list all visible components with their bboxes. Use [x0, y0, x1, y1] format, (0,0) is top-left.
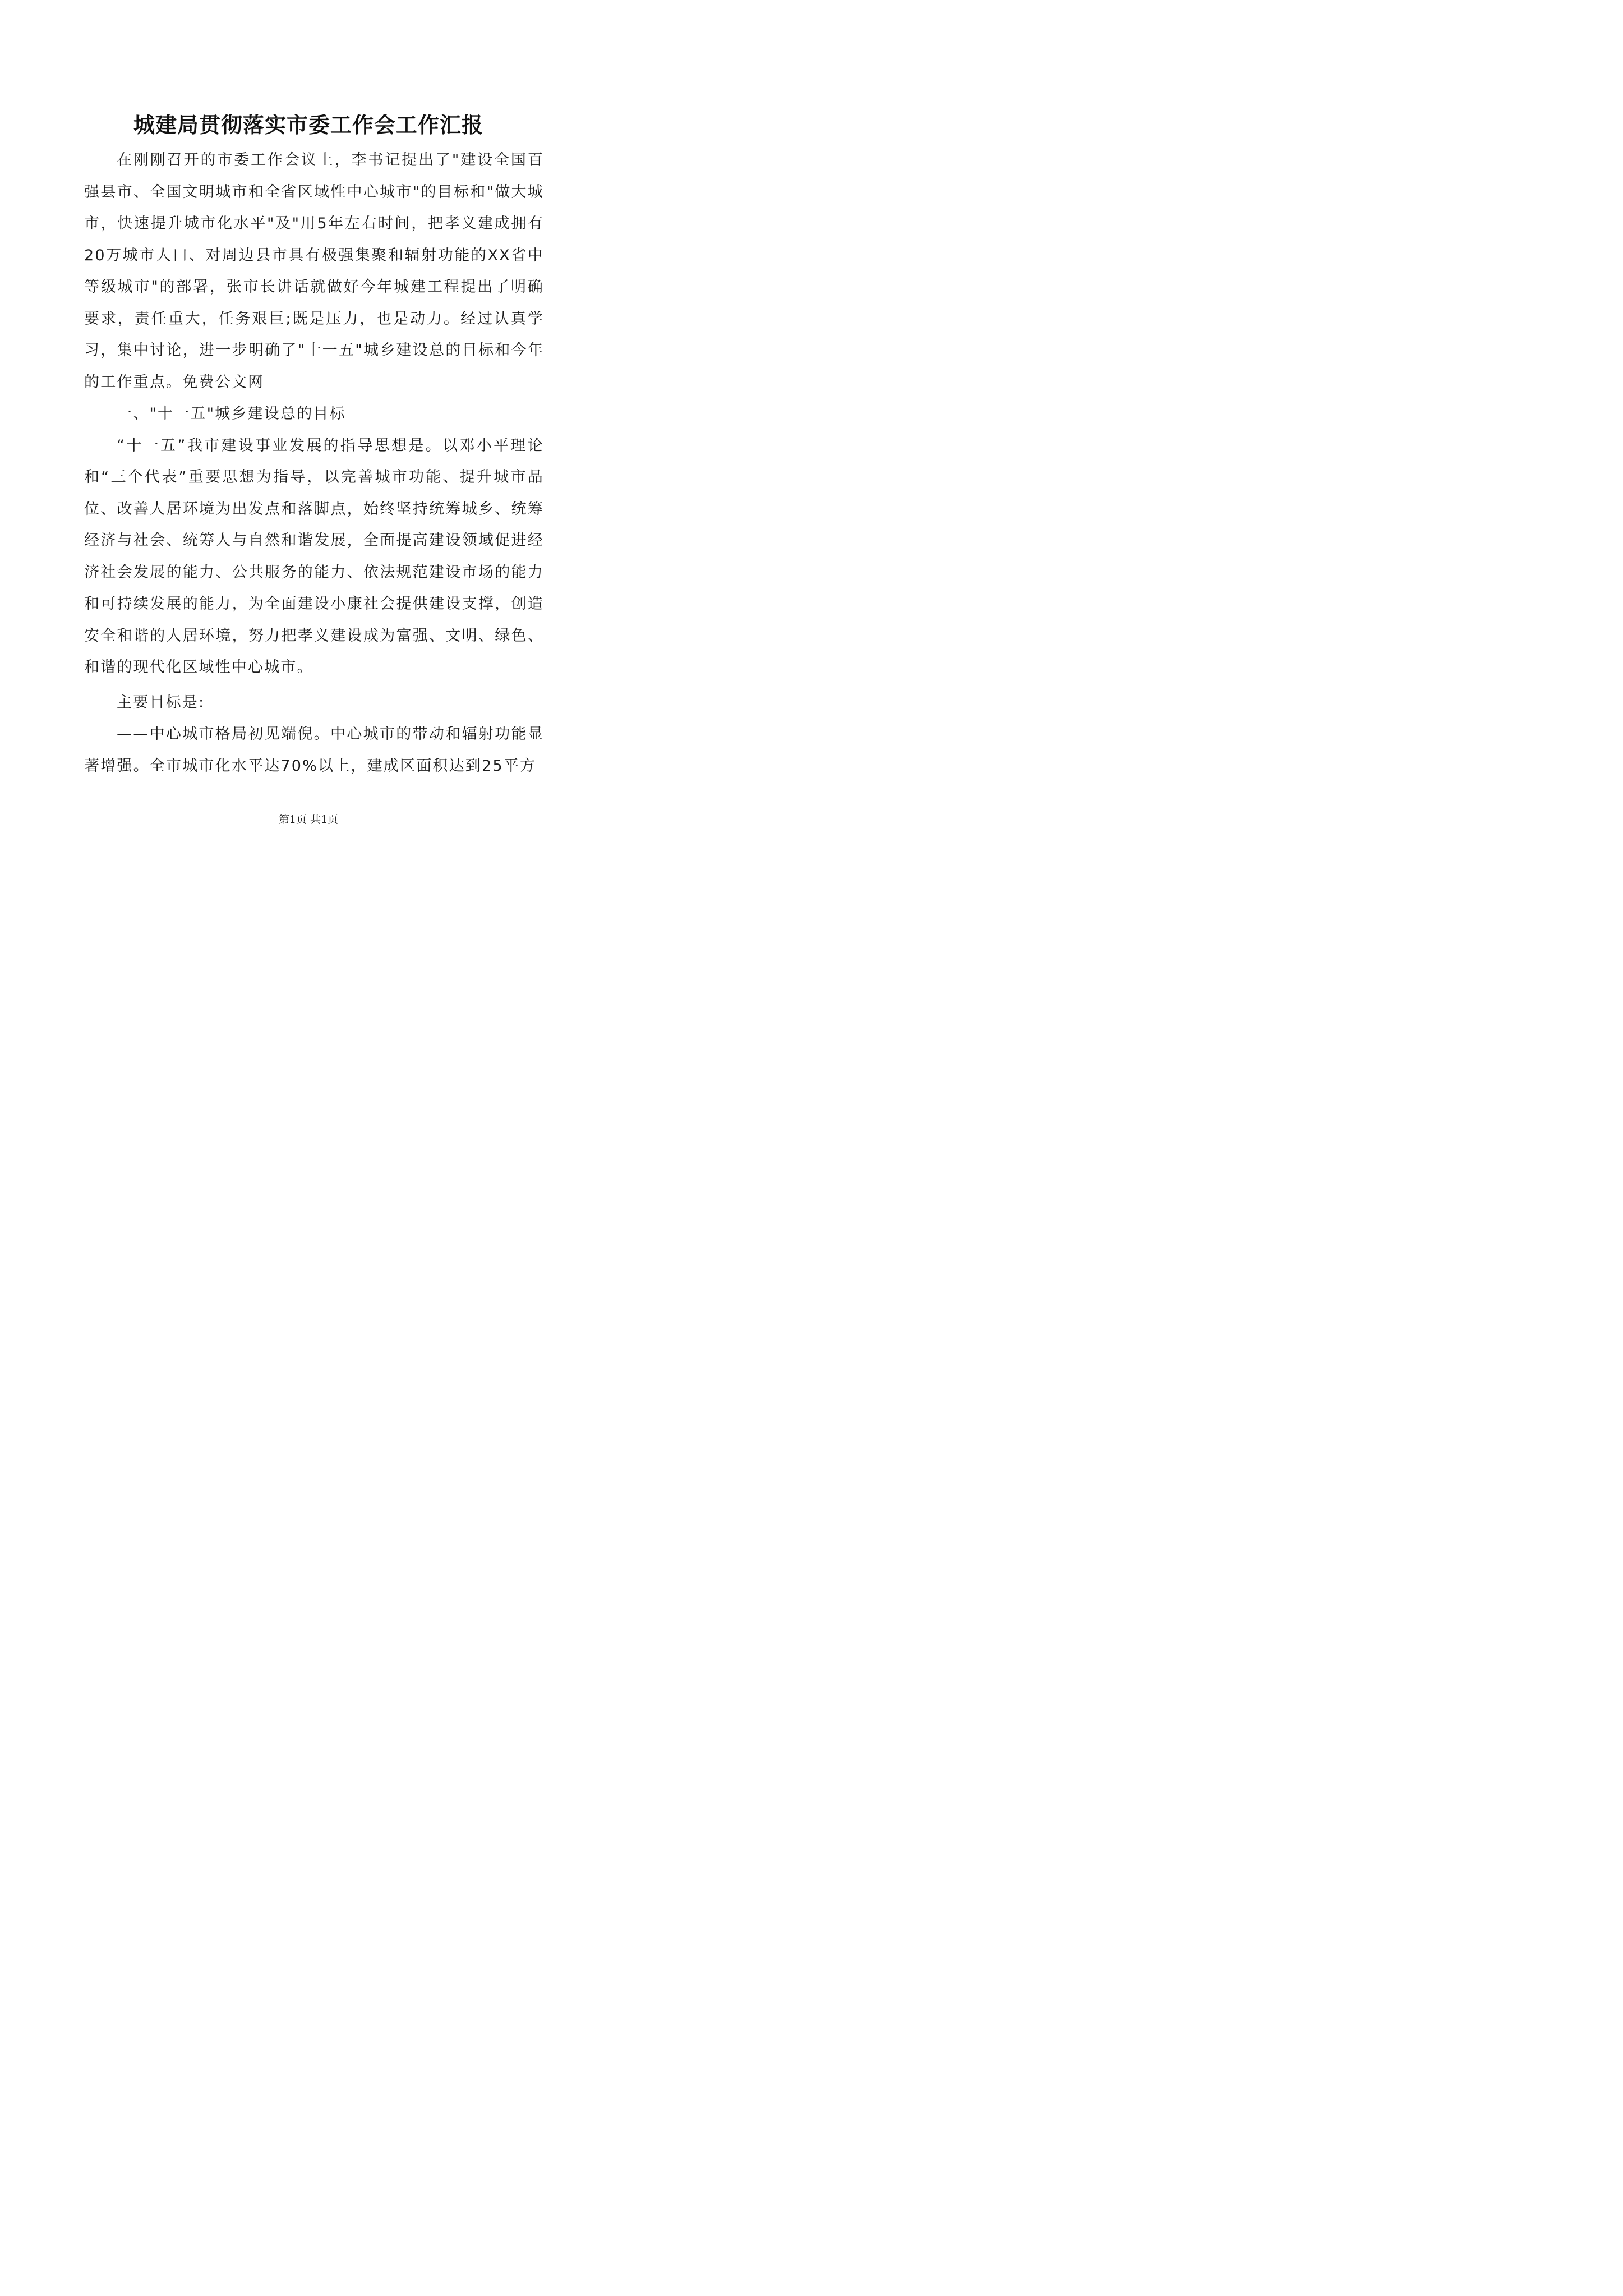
paragraph-central-city-goal: ——中心城市格局初见端倪。中心城市的带动和辐射功能显著增强。全市城市化水平达70%以上，建成区面积达到25平方: [84, 725, 544, 775]
paragraph-intro: 在刚刚召开的市委工作会议上，李书记提出了"建设全国百强县市、全国文明城市和全省区域性中心城市"的目标和"做大城市，快速提升城市化水平"及"用5年左右时间，把孝义建成拥有20万城市人口、对周边县市具有极强集聚和辐射功能的XX省中等级城市"的部署，张市长讲话就做好今年城建工程提出了明确要求，责任重大，任务艰巨;既是压力，也是动力。经过认真学习，集中讨论，进一步明确了"十一五"城乡建设总的目标和今年的工作重点。免费公文网: [84, 151, 544, 391]
paragraph-guiding-ideology: “十一五”我市建设事业发展的指导思想是。以邓小平理论和“三个代表”重要思想为指导，以完善城市功能、提升城市品位、改善人居环境为出发点和落脚点，始终坚持统筹城乡、统筹经济与社会、统筹人与自然和谐发展，全面提高建设领域促进经济社会发展的能力、公共服务的能力、依法规范建设市场的能力和可持续发展的能力，为全面建设小康社会提供建设支撑，创造安全和谐的人居环境，努力把孝义建设成为富强、文明、绿色、和谐的现代化区域性中心城市。: [84, 436, 544, 676]
page-number-footer: 第1页 共1页: [278, 813, 339, 826]
document-title: 城建局贯彻落实市委工作会工作汇报: [133, 112, 483, 137]
paragraph-main-goals-label: 主要目标是:: [117, 693, 205, 711]
document-body: [84, 145, 544, 782]
section-heading-goals: 一、"十一五"城乡建设总的目标: [117, 405, 346, 422]
document-page: [0, 0, 617, 898]
